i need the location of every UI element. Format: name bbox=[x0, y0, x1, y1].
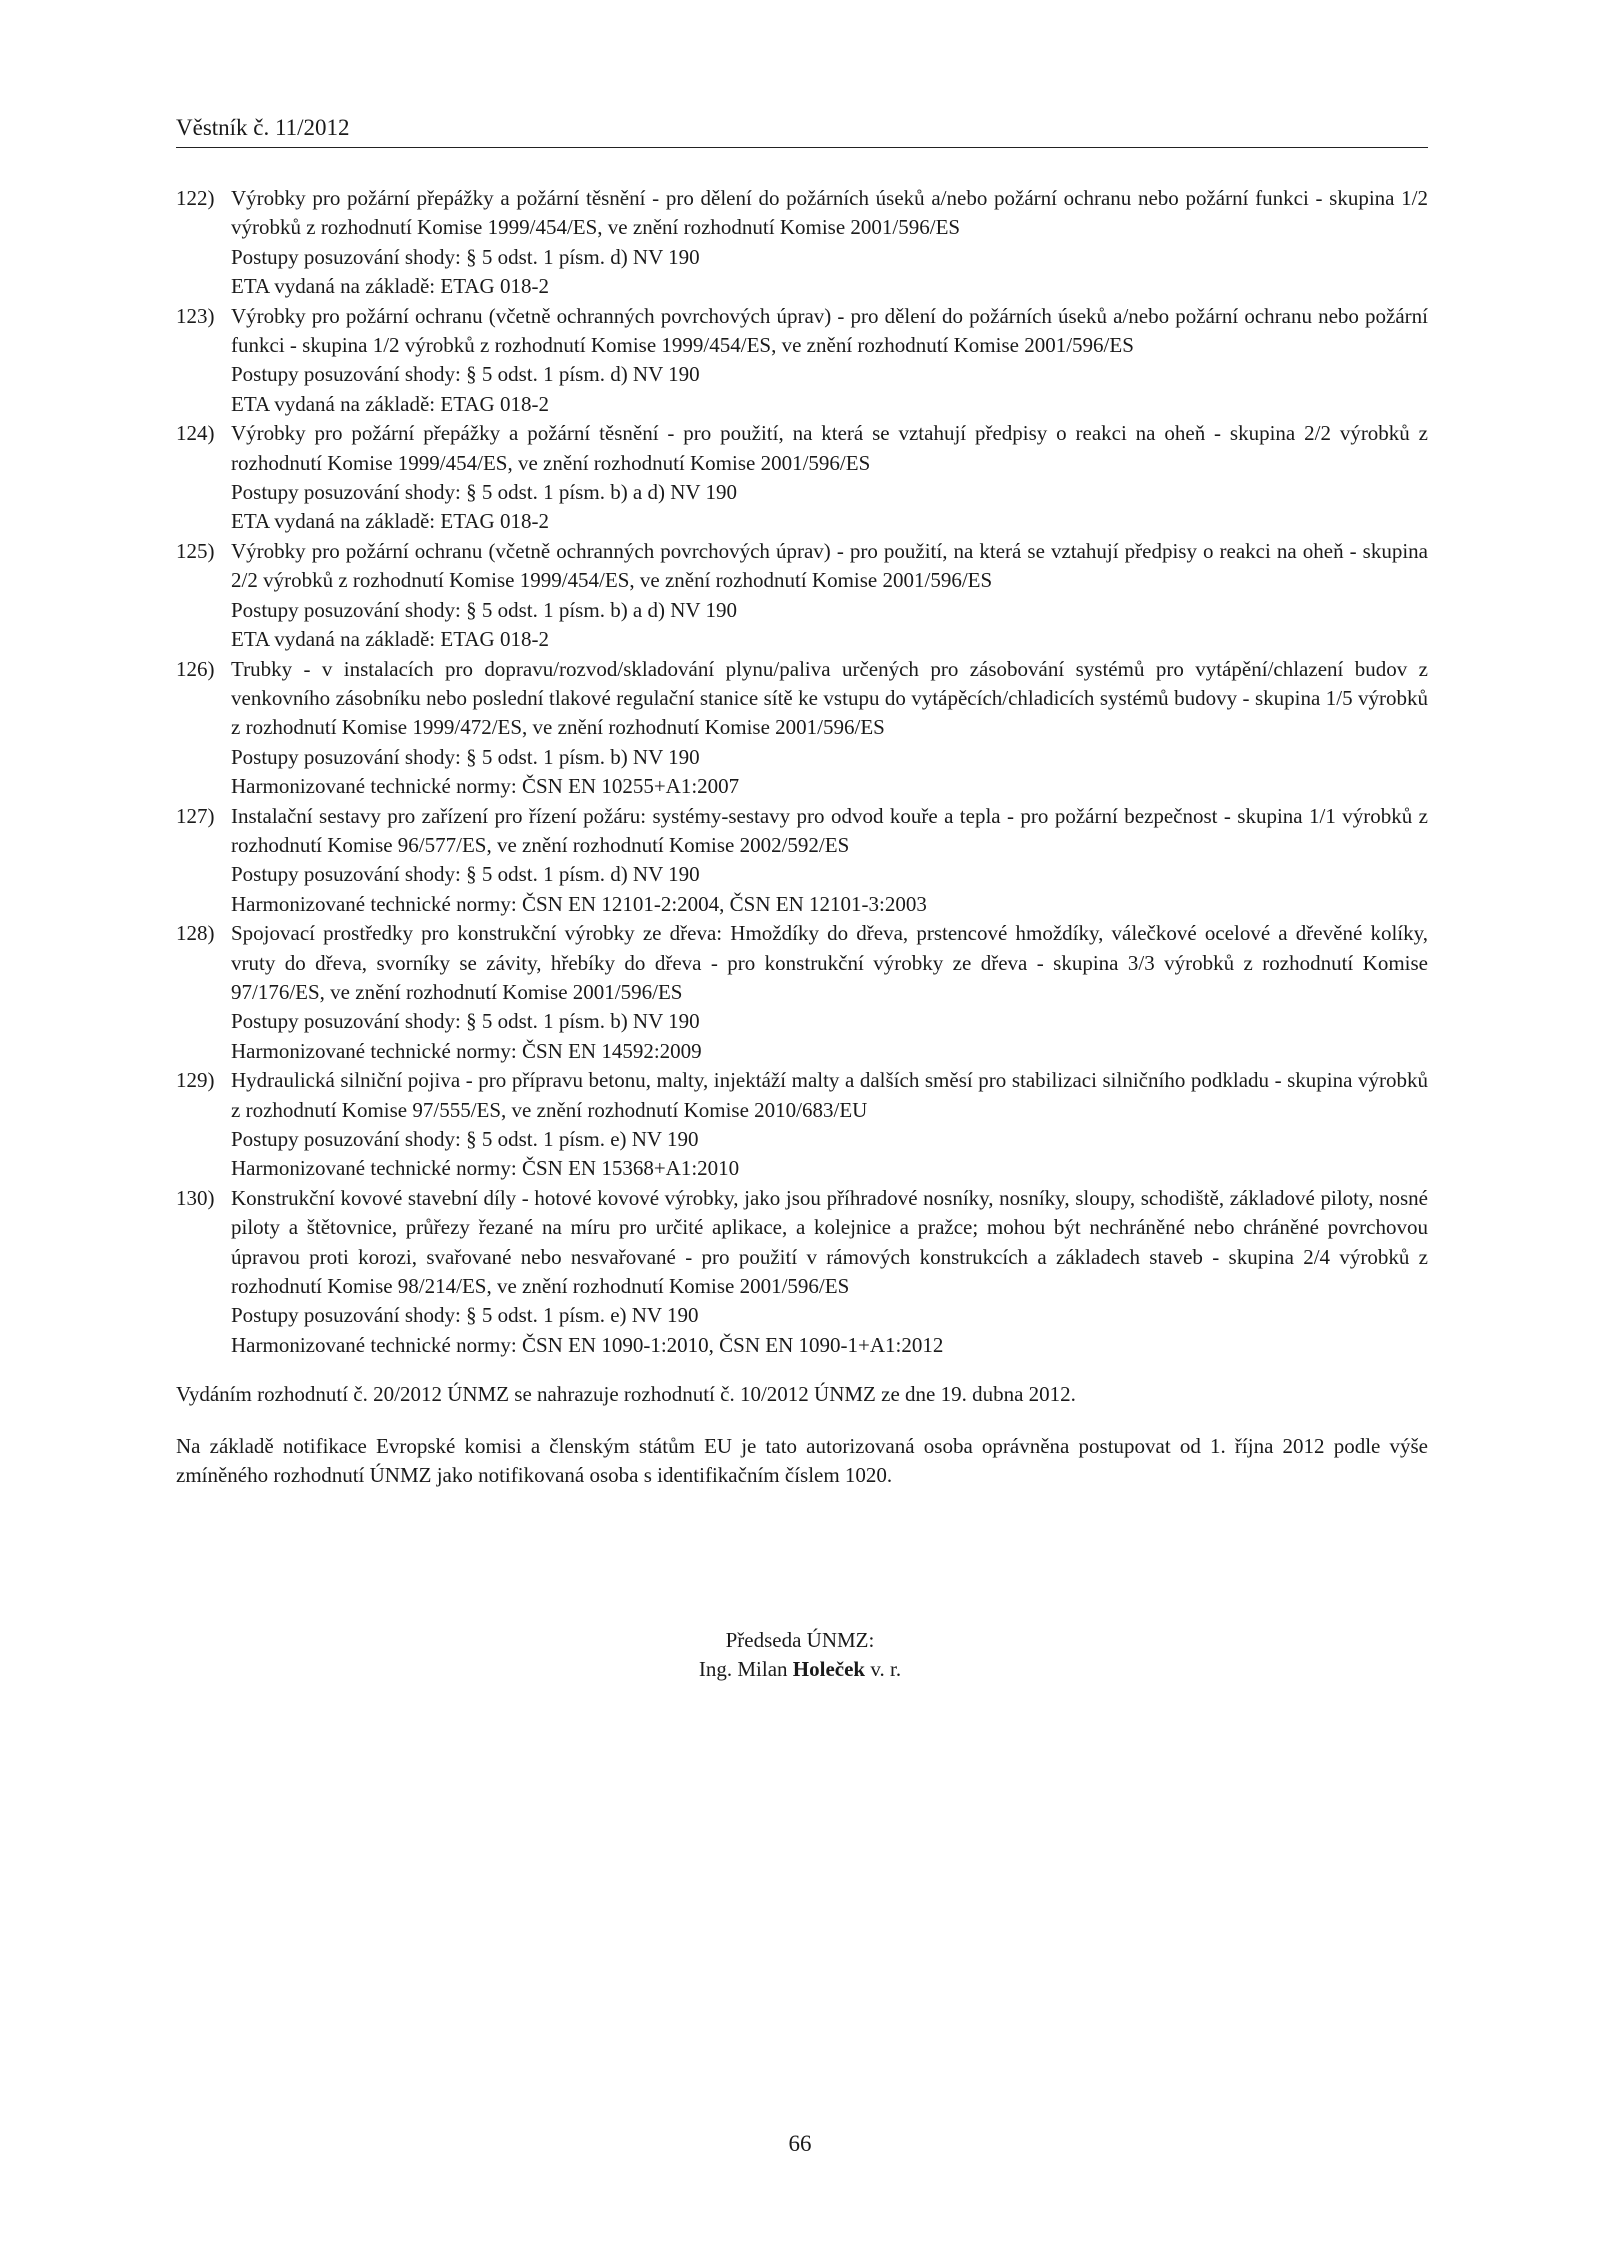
reference-standard: Harmonizované technické normy: ČSN EN 1090-1:2010, ČSN EN 1090-1+A1:2012 bbox=[231, 1332, 944, 1357]
item-number: 130) bbox=[176, 1185, 215, 1210]
page-header bbox=[176, 112, 1428, 148]
reference-standard: Harmonizované technické normy: ČSN EN 14592:2009 bbox=[231, 1038, 702, 1063]
item-description: Výrobky pro požární ochranu (včetně ochranných povrchových úprav) - pro dělení do požárních úseků a/nebo požární ochranu nebo požární funkci - skupina 1/2 výrobků z rozhodnutí Komise 1999/454/ES, ve znění rozhodnutí Komise 2001/596/ES bbox=[231, 303, 1428, 358]
signature-block bbox=[0, 1626, 1600, 1685]
conformity-procedure: Postupy posuzování shody: § 5 odst. 1 písm. e) NV 190 bbox=[231, 1303, 699, 1328]
item-number: 124) bbox=[176, 421, 215, 446]
list-item bbox=[176, 802, 1428, 920]
item-number: 125) bbox=[176, 538, 215, 563]
list-item bbox=[176, 419, 1428, 537]
reference-standard: ETA vydaná na základě: ETAG 018-2 bbox=[231, 509, 549, 534]
item-description: Výrobky pro požární přepážky a požární těsnění - pro použití, na která se vztahují předpisy o reakci na oheň - skupina 2/2 výrobků z rozhodnutí Komise 1999/454/ES, ve znění rozhodnutí Komise 2001/596/ES bbox=[231, 421, 1428, 475]
list-item bbox=[176, 184, 1428, 302]
list-item bbox=[176, 655, 1428, 802]
item-description: Konstrukční kovové stavební díly - hotové kovové výrobky, jako jsou příhradové nosníky, nosníky, sloupy, schodiště, základové piloty, nosné piloty a štětovnice, průřezy řezané na míru pro určité aplikace, a kolejnice a pražce; mohou být nechráněné nebo chráněné povrchovou úpravou proti korozi, svařované nebo nesvařované - pro použití v rámových konstrukcích a základech staveb - skupina 2/4 výrobků z rozhodnutí Komise 98/214/ES, ve znění rozhodnutí Komise 2001/596/ES bbox=[231, 1185, 1428, 1299]
document-body bbox=[176, 184, 1428, 1490]
signature-surname: Holeček bbox=[792, 1657, 866, 1682]
list-item bbox=[176, 919, 1428, 1066]
signature-suffix: v. r. bbox=[865, 1657, 902, 1682]
item-description: Výrobky pro požární přepážky a požární těsnění - pro dělení do požárních úseků a/nebo požární ochranu nebo požární funkci - skupina 1/2 výrobků z rozhodnutí Komise 1999/454/ES, ve znění rozhodnutí Komise 2001/596/ES bbox=[231, 186, 1428, 240]
conformity-procedure: Postupy posuzování shody: § 5 odst. 1 písm. d) NV 190 bbox=[231, 362, 700, 387]
list-item bbox=[176, 1184, 1428, 1360]
reference-standard: ETA vydaná na základě: ETAG 018-2 bbox=[231, 274, 549, 299]
list-item bbox=[176, 302, 1428, 420]
item-number: 127) bbox=[176, 803, 215, 828]
list-item bbox=[176, 537, 1428, 655]
item-description: Trubky - v instalacích pro dopravu/rozvod/skladování plynu/paliva určených pro zásobování systémů pro vytápění/chlazení budov z venkovního zásobníku nebo poslední tlakové regulační stanice sítě ke vstupu do vytápěcích/chladicích systémů budovy - skupina 1/5 výrobků z rozhodnutí Komise 1999/472/ES, ve znění rozhodnutí Komise 2001/596/ES bbox=[231, 656, 1428, 740]
signature-name-prefix: Ing. Milan bbox=[698, 1657, 793, 1682]
reference-standard: Harmonizované technické normy: ČSN EN 15368+A1:2010 bbox=[231, 1156, 740, 1181]
conformity-procedure: Postupy posuzování shody: § 5 odst. 1 písm. b) NV 190 bbox=[231, 744, 700, 769]
item-description: Hydraulická silniční pojiva - pro přípravu betonu, malty, injektáží malty a dalších směsí pro stabilizaci silničního podkladu - skupina výrobků z rozhodnutí Komise 97/555/ES, ve znění rozhodnutí Komise 2010/683/EU bbox=[231, 1068, 1428, 1122]
replacement-notice: Vydáním rozhodnutí č. 20/2012 ÚNMZ se nahrazuje rozhodnutí č. 10/2012 ÚNMZ ze dne 19. dubna 2012. bbox=[176, 1382, 1076, 1407]
reference-standard: Harmonizované technické normy: ČSN EN 10255+A1:2007 bbox=[231, 774, 740, 799]
signature-name bbox=[0, 1655, 1600, 1684]
conformity-procedure: Postupy posuzování shody: § 5 odst. 1 písm. b) a d) NV 190 bbox=[231, 597, 737, 622]
journal-title: Věstník č. 11/2012 bbox=[176, 115, 350, 140]
reference-standard: Harmonizované technické normy: ČSN EN 12101-2:2004, ČSN EN 12101-3:2003 bbox=[231, 891, 927, 916]
conformity-procedure: Postupy posuzování shody: § 5 odst. 1 písm. b) a d) NV 190 bbox=[231, 480, 737, 505]
item-description: Spojovací prostředky pro konstrukční výrobky ze dřeva: Hmoždíky do dřeva, prstencové hmoždíky, válečkové ocelové a dřevěné kolíky, vruty do dřeva, svorníky se závity, hřebíky do dřeva - pro konstrukční výrobky ze dřeva - skupina 3/3 výrobků z rozhodnutí Komise 97/176/ES, ve znění rozhodnutí Komise 2001/596/ES bbox=[231, 921, 1428, 1004]
item-description: Výrobky pro požární ochranu (včetně ochranných povrchových úprav) - pro použití, na která se vztahují předpisy o reakci na oheň - skupina 2/2 výrobků z rozhodnutí Komise 1999/454/ES, ve znění rozhodnutí Komise 2001/596/ES bbox=[231, 538, 1428, 593]
item-number: 128) bbox=[176, 921, 215, 946]
reference-standard: ETA vydaná na základě: ETAG 018-2 bbox=[231, 627, 549, 652]
list-item bbox=[176, 1066, 1428, 1184]
item-number: 129) bbox=[176, 1068, 215, 1093]
conformity-procedure: Postupy posuzování shody: § 5 odst. 1 písm. b) NV 190 bbox=[231, 1009, 700, 1034]
notification-notice: Na základě notifikace Evropské komisi a členským státům EU je tato autorizovaná osoba oprávněna postupovat od 1. října 2012 podle výše zmíněného rozhodnutí ÚNMZ jako notifikovaná osoba s identifikačním číslem 1020. bbox=[176, 1433, 1428, 1488]
item-number: 123) bbox=[176, 303, 215, 328]
page-number: 66 bbox=[788, 2131, 812, 2156]
conformity-procedure: Postupy posuzování shody: § 5 odst. 1 písm. d) NV 190 bbox=[231, 862, 700, 887]
product-list bbox=[176, 184, 1428, 1360]
item-number: 122) bbox=[176, 186, 215, 210]
item-description: Instalační sestavy pro zařízení pro řízení požáru: systémy-sestavy pro odvod kouře a tepla - pro požární bezpečnost - skupina 1/1 výrobků z rozhodnutí Komise 96/577/ES, ve znění rozhodnutí Komise 2002/592/ES bbox=[231, 803, 1428, 857]
reference-standard: ETA vydaná na základě: ETAG 018-2 bbox=[231, 391, 549, 416]
item-number: 126) bbox=[176, 656, 215, 681]
signature-role: Předseda ÚNMZ: bbox=[725, 1628, 875, 1652]
conformity-procedure: Postupy posuzování shody: § 5 odst. 1 písm. e) NV 190 bbox=[231, 1127, 699, 1151]
conformity-procedure: Postupy posuzování shody: § 5 odst. 1 písm. d) NV 190 bbox=[231, 244, 700, 269]
